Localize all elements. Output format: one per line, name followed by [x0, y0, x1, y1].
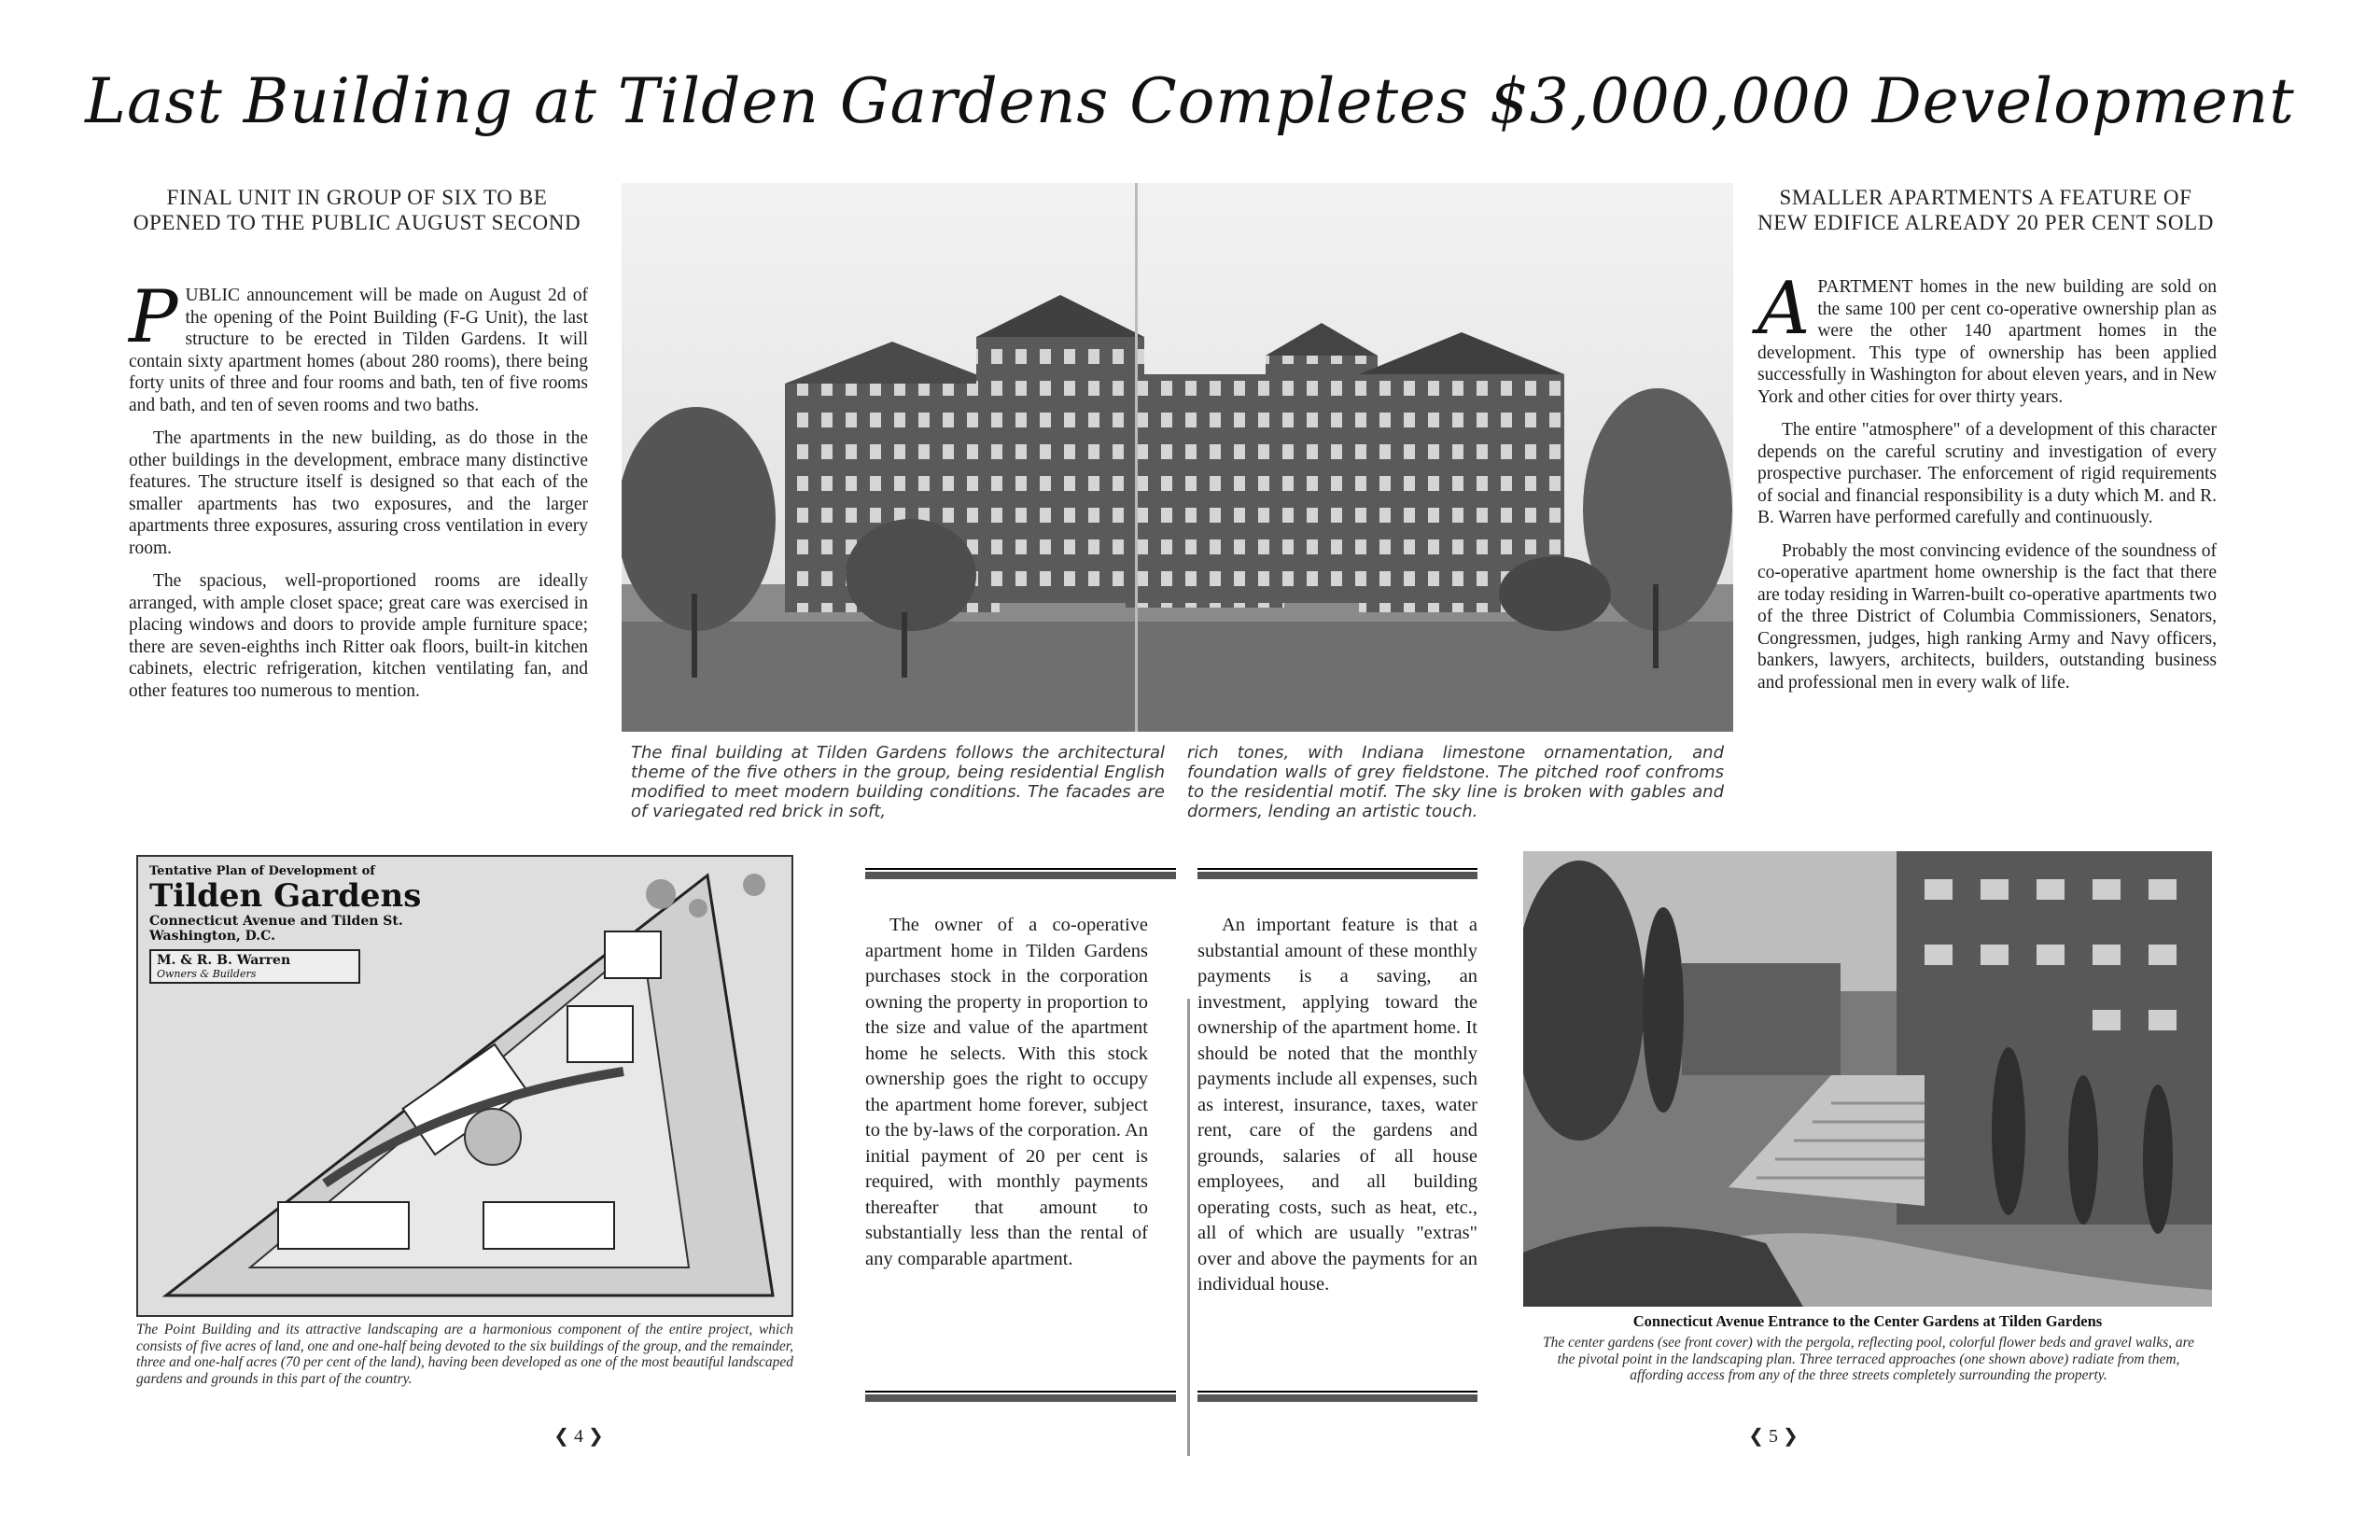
right-paragraph-2: The entire "atmosphere" of a development of this character depends on the careful scrutiny and investigation of every prospective purchaser. The enforcement of rigid requirements of social and financial responsibility is a duty which M. and R. B. Warren have performed carefully and continuously.	[1757, 420, 2217, 527]
left-article-body	[129, 275, 588, 713]
center-left-top-rule	[865, 868, 1176, 879]
right-paragraph-1: PARTMENT homes in the new building are sold on the same 100 per cent co-operative ownership plan as were the other 140 apartment homes in the development. This type of ownership has been applied successfully in Washington for about eleven years, and in New York and other cities for over thirty years.	[1757, 277, 2217, 407]
center-right-bottom-rule	[1197, 1391, 1477, 1402]
garden-photo-caption: The center gardens (see front cover) with the pergola, reflecting pool, colorful flower beds and gravel walks, are the pivotal point in the landscaping plan. Three terraced approaches (one shown above) radiate from them, affording access from any of the three streets completely surrounding the property.	[1543, 1335, 2194, 1383]
plan-title-line1: Tentative Plan of Development of	[149, 864, 375, 878]
right-article-body	[1757, 267, 2217, 705]
building-rendering-image	[622, 183, 1733, 732]
center-left-column	[865, 913, 1148, 1272]
center-right-paragraph: An important feature is that a substantial amount of these monthly payments is a saving, an investment, applying toward the ownership of the apartment home. It should be noted that the monthly payments include all expenses, such as interest, insurance, taxes, water rent, care of the gardens and grounds, salaries of all house employees, and all building operating costs, such as heat, etc., all of which are usually "extras" over and above the payments for an individual house.	[1197, 915, 1477, 1295]
plan-title-line4: Washington, D.C.	[149, 929, 275, 944]
left-dropcap: P	[129, 275, 178, 359]
page-number-left: ❮ 4 ❯	[553, 1426, 604, 1447]
left-paragraph-3: The spacious, well-proportioned rooms are ideally arranged, with ample closet space; great care was exercised in placing windows and doors to provide ample furniture space; there are seven-eighths inch Ritter oak floors, built-in kitchen cabinets, electric refrigeration, kitchen ventilating fan, and other features too numerous to mention.	[129, 571, 588, 701]
page-number-right-value: 5	[1769, 1426, 1778, 1447]
center-left-paragraph: The owner of a co-operative apartment home in Tilden Gardens purchases stock in the corporation owning the property in proportion to the size and value of the apartment home he selects. With this stock ownership goes the right to occupy the apartment home forever, subject to the by-laws of the corporation. An initial payment of 20 per cent is required, with monthly payments thereafter that amount to substantially less than the rental of any comparable apartment.	[865, 915, 1148, 1269]
right-subhead: SMALLER APARTMENTS A FEATURE OF NEW EDIFICE ALREADY 20 PER CENT SOLD	[1757, 186, 2214, 234]
garden-photo-title: Connecticut Avenue Entrance to the Center Gardens at Tilden Gardens	[1632, 1312, 2103, 1330]
center-left-bottom-rule	[865, 1391, 1176, 1402]
page-number-right: ❮ 5 ❯	[1748, 1426, 1799, 1447]
plan-builder-name: M. & R. B. Warren	[157, 953, 291, 968]
site-plan-image	[136, 855, 793, 1317]
right-dropcap: A	[1757, 267, 1811, 351]
site-plan-caption: The Point Building and its attractive landscaping are a harmonious component of the entire project, which consists of five acres of land, one and one-half being devoted to the six buildings of the group, and the remainder, three and one-half acres (70 per cent of the land), having been developed as one of the most beautiful landscaped gardens and grounds in this part of the country.	[136, 1322, 793, 1387]
left-paragraph-1: UBLIC announcement will be made on August 2d of the opening of the Point Building (F-G Unit), the last structure to be erected in Tilden Gardens. It will contain sixty apartment homes (about 280 rooms), there being forty units of three and four rooms and bath, ten of five rooms and bath, and ten of seven rooms and two baths.	[129, 286, 588, 415]
plan-title-line2: Tilden Gardens	[149, 877, 422, 915]
building-caption-left: The final building at Tilden Gardens follows the architectural theme of the five others in the group, being residential English modified to meet modern building conditions. The facades are of variegated red brick in soft,	[631, 743, 1165, 821]
building-caption-right: rich tones, with Indiana limestone ornamentation, and foundation walls of grey fieldstone. The pitched roof confroms to the residential motif. The sky line is broken with gables and dormers, lending an artistic touch.	[1187, 743, 1724, 821]
left-subhead: FINAL UNIT IN GROUP OF SIX TO BE OPENED TO THE PUBLIC AUGUST SECOND	[133, 186, 581, 234]
plan-title-line3: Connecticut Avenue and Tilden St.	[149, 914, 403, 929]
right-paragraph-3: Probably the most convincing evidence of the soundness of co-operative apartment home ownership is the fact that there are today residing in Warren-built co-operative apartments two of the three District of Columbia Commissioners, Senators, Congressmen, judges, high ranking Army and Navy officers, bankers, lawyers, architects, builders, outstanding business and professional men in every walk of life.	[1757, 540, 2217, 693]
left-paragraph-2: The apartments in the new building, as do those in the other buildings in the development, embrace many distinctive features. The structure itself is designed so that each of the smaller apartments has two exposures, and the larger apartments three exposures, assuring cross ventilation in every room.	[129, 428, 588, 558]
center-right-column	[1197, 913, 1477, 1298]
page-number-left-value: 4	[574, 1426, 583, 1447]
page-headline: Last Building at Tilden Gardens Completes $3,000,000 Development	[85, 65, 2295, 137]
center-right-top-rule	[1197, 868, 1477, 879]
page-gutter	[1187, 999, 1190, 1456]
garden-entrance-image	[1523, 851, 2212, 1307]
plan-builder-role: Owners & Builders	[157, 968, 257, 980]
